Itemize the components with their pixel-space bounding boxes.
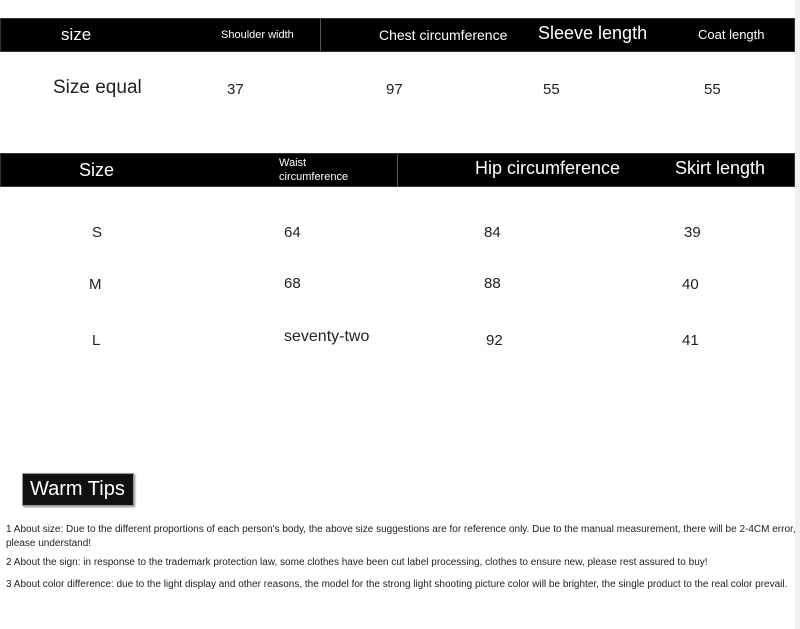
header-waist: Waist [279,157,307,169]
bottom-table-header [0,153,795,187]
header-skirt-length: Skirt length [675,158,766,178]
tip-item-sign: 2 About the sign: in response to the trademark protection law, some clothes have been cut label processing, clothes to ensure new, please rest assured to buy! [6,557,708,568]
header-coat-length: Coat length [698,27,765,42]
header-shoulder-width: Shoulder width [221,29,294,41]
cell-shoulder: 37 [227,81,244,98]
header-size: Size [79,160,115,180]
cell-skirt: 41 [682,332,699,349]
cell-size: M [89,276,102,293]
cell-hip: 88 [484,275,501,292]
warm-tips-badge [22,473,134,506]
header-divider [320,19,321,51]
tip-item-size: 1 About size: Due to the different proportions of each person's body, the above size suggestions are for reference only. Due to the manual measurement, there will be 2-4CM error, please understand! [6,524,796,549]
header-chest-circumference: Chest circumference [379,27,508,43]
cell-size: S [92,224,103,241]
cell-size: Size equal [53,77,142,98]
header-hip-circumference: Hip circumference [475,158,621,178]
tip-item-color: 3 About color difference: due to the light display and other reasons, the model for the strong light shooting picture color will be brighter, the single product to the real color prevail. [6,579,788,590]
header-divider [397,154,398,186]
cell-skirt: 39 [684,224,701,241]
cell-waist: seventy-two [284,328,370,345]
header-size: size [61,25,92,44]
warm-tips-title: Warm Tips [30,478,125,500]
cell-size: L [92,332,101,349]
cell-chest: 97 [386,81,403,98]
cell-skirt: 40 [682,276,699,293]
cell-hip: 92 [486,332,503,349]
header-sleeve-length: Sleeve length [538,23,648,43]
cell-waist: 68 [284,275,301,292]
header-waist-circumference: circumference [279,171,349,183]
cell-sleeve: 55 [543,81,560,98]
cell-waist: 64 [284,224,301,241]
top-table-header [0,18,795,52]
cell-hip: 84 [484,224,501,241]
cell-coat: 55 [704,81,721,98]
